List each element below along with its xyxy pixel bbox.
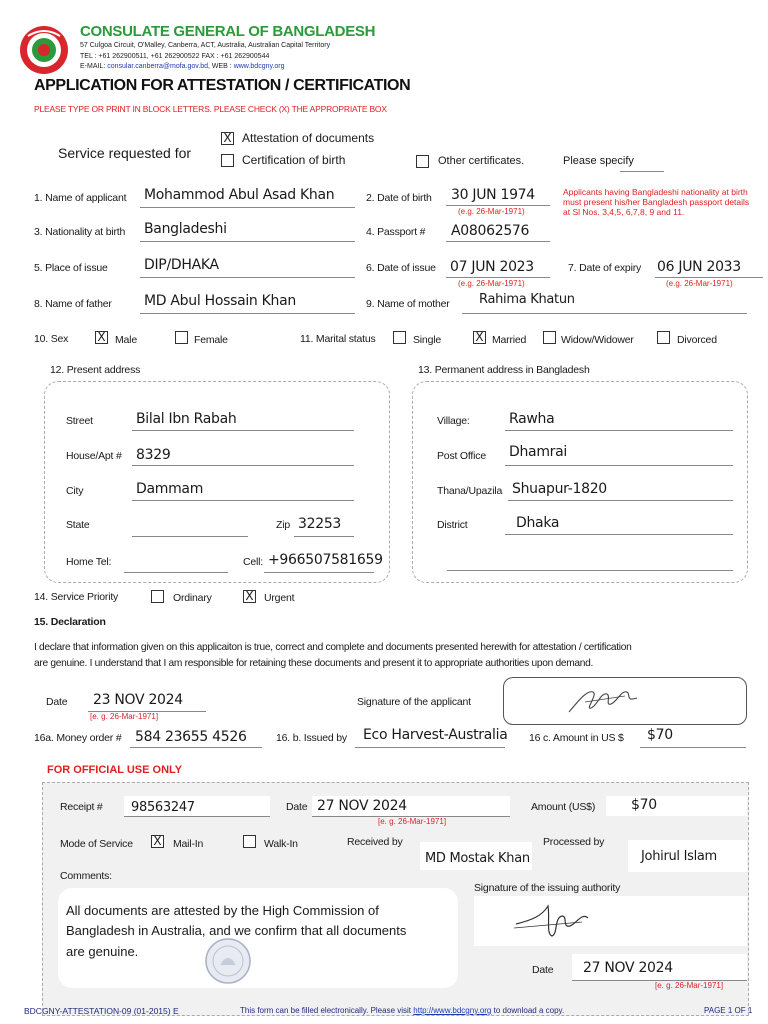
received-by-value[interactable]: MD Mostak Khan (425, 851, 530, 866)
walk-in-label: Walk-In (264, 838, 298, 850)
consulate-name: CONSULATE GENERAL OF BANGLADESH (80, 23, 376, 40)
passport-label: 4. Passport # (366, 226, 426, 238)
home-tel-label: Home Tel: (66, 556, 112, 568)
footer-link[interactable]: http://www.bdcgny.org (413, 1006, 492, 1015)
web-link[interactable]: www.bdcgny.org (233, 63, 285, 70)
footer-note-suffix: to download a copy. (491, 1006, 565, 1015)
mother-value[interactable]: Rahima Khatun (479, 292, 575, 307)
official-use-heading: FOR OFFICIAL USE ONLY (47, 764, 183, 776)
amount-usd-value[interactable]: $70 (647, 727, 673, 743)
applicant-signature-image (565, 682, 645, 718)
money-order-label: 16a. Money order # (34, 732, 122, 744)
dob-value[interactable]: 30 JUN 1974 (451, 187, 535, 203)
father-value[interactable]: MD Abul Hossain Khan (144, 293, 296, 309)
official-date-hint: [e. g. 26-Mar-1971] (378, 817, 447, 826)
ordinary-checkbox[interactable] (151, 590, 164, 603)
certification-label: Certification of birth (242, 153, 346, 167)
widow-label: Widow/Widower (561, 334, 634, 346)
email-prefix: E-MAIL: (80, 63, 106, 70)
mother-label: 9. Name of mother (366, 298, 450, 310)
widow-checkbox[interactable] (543, 331, 556, 344)
doi-value[interactable]: 07 JUN 2023 (450, 259, 534, 275)
doe-label: 7. Date of expiry (568, 262, 642, 274)
mail-in-checkbox[interactable]: X (151, 835, 164, 848)
mail-in-label: Mail-In (173, 838, 204, 850)
permanent-address-label: 13. Permanent address in Bangladesh (418, 364, 590, 376)
footer-note (240, 1006, 564, 1015)
specify-line (620, 171, 664, 172)
cell-value[interactable]: +966507581659 (268, 552, 383, 568)
issuing-signature-image (512, 898, 592, 942)
post-office-label: Post Office (437, 450, 486, 462)
doe-hint: (e.g. 26-Mar-1971) (666, 279, 733, 288)
attestation-checkbox[interactable]: X (221, 132, 234, 145)
father-label: 8. Name of father (34, 298, 112, 310)
comments-label: Comments: (60, 870, 112, 882)
footer-note-prefix: This form can be filled electronically. Please visit (240, 1006, 414, 1015)
passport-note: Applicants having Bangladeshi nationality at birth must present his/her Bangladesh passport details at Sl Nos. 3,4,5, 6,7,8, 9 and 11. (563, 187, 750, 217)
post-office-value[interactable]: Dhamrai (509, 444, 567, 460)
village-label: Village: (437, 415, 470, 427)
house-label: House/Apt # (66, 450, 122, 462)
name-label: 1. Name of applicant (34, 192, 127, 204)
attestation-label: Attestation of documents (242, 131, 375, 145)
city-label: City (66, 485, 84, 497)
passport-value[interactable]: A08062576 (451, 223, 530, 239)
official-date2-label: Date (532, 964, 554, 976)
official-date2-hint: [e. g. 26-Mar-1971] (655, 981, 724, 990)
sex-label: 10. Sex (34, 333, 69, 345)
issued-by-label: 16. b. Issued by (276, 732, 347, 744)
house-value[interactable]: 8329 (136, 447, 171, 463)
zip-value[interactable]: 32253 (298, 516, 342, 532)
form-title: APPLICATION FOR ATTESTATION / CERTIFICATION (34, 77, 411, 94)
service-label: Service requested for (58, 145, 192, 161)
state-field[interactable] (132, 536, 248, 537)
urgent-checkbox[interactable]: X (243, 590, 256, 603)
applicant-signature-label: Signature of the applicant (357, 696, 471, 708)
male-checkbox[interactable]: X (95, 331, 108, 344)
village-value[interactable]: Rawha (509, 411, 555, 427)
home-tel-field[interactable] (124, 572, 228, 573)
state-label: State (66, 519, 90, 531)
declaration-line-2: are genuine. I understand that I am responsible for retaining these documents and present it to appropriate authorities upon demand. (34, 658, 594, 669)
receipt-value[interactable]: 98563247 (131, 800, 195, 815)
marital-label: 11. Marital status (300, 333, 376, 345)
other-checkbox[interactable] (416, 155, 429, 168)
female-label: Female (194, 334, 228, 346)
page-number: PAGE 1 OF 1 (704, 1006, 753, 1015)
declaration-date-label: Date (46, 696, 68, 708)
doi-hint: (e.g. 26-Mar-1971) (458, 279, 525, 288)
female-checkbox[interactable] (175, 331, 188, 344)
married-checkbox[interactable]: X (473, 331, 486, 344)
ordinary-label: Ordinary (173, 592, 212, 604)
official-amount-label: Amount (US$) (531, 801, 596, 813)
amount-usd-label: 16 c. Amount in US $ (529, 732, 624, 744)
street-label: Street (66, 415, 93, 427)
issued-by-value[interactable]: Eco Harvest-Australia (363, 727, 508, 743)
divorced-label: Divorced (677, 334, 717, 346)
urgent-label: Urgent (264, 592, 295, 604)
mode-of-service-label: Mode of Service (60, 838, 133, 850)
form-instructions: PLEASE TYPE OR PRINT IN BLOCK LETTERS. PLEASE CHECK (X) THE APPROPRIATE BOX (34, 104, 387, 114)
received-by-label: Received by (347, 836, 403, 848)
declaration-date-hint: [e. g. 26-Mar-1971] (90, 712, 159, 721)
consulate-contact (80, 63, 285, 70)
name-value[interactable]: Mohammod Abul Asad Khan (144, 187, 335, 203)
doe-value[interactable]: 06 JUN 2033 (657, 259, 741, 275)
comment-line-3: are genuine. (66, 944, 139, 959)
money-order-value[interactable]: 584 23655 4526 (135, 729, 247, 745)
thana-value[interactable]: Shuapur-1820 (512, 481, 607, 497)
issuing-signature-label: Signature of the issuing authority (474, 882, 621, 894)
emblem-logo (18, 24, 70, 76)
official-date-label: Date (286, 801, 308, 813)
priority-label: 14. Service Priority (34, 591, 119, 603)
city-value[interactable]: Dammam (136, 481, 204, 497)
single-checkbox[interactable] (393, 331, 406, 344)
official-date-value[interactable]: 27 NOV 2024 (317, 798, 407, 814)
divorced-checkbox[interactable] (657, 331, 670, 344)
place-value[interactable]: DIP/DHAKA (144, 257, 219, 273)
dob-hint: (e.g. 26-Mar-1971) (458, 207, 525, 216)
processed-by-value[interactable]: Johirul Islam (641, 849, 717, 864)
nationality-value[interactable]: Bangladeshi (144, 221, 227, 237)
present-address-label: 12. Present address (50, 364, 141, 376)
certification-checkbox[interactable] (221, 154, 234, 167)
doi-label: 6. Date of issue (366, 262, 436, 274)
declaration-date[interactable]: 23 NOV 2024 (93, 692, 183, 708)
official-seal-icon (204, 937, 252, 985)
cell-label: Cell: (243, 556, 264, 568)
male-label: Male (115, 334, 137, 346)
thana-label: Thana/Upazila (437, 485, 503, 497)
declaration-line-1: I declare that information given on this applicaiton is true, correct and complete and documents presented herewith for attestation / certification (34, 642, 632, 653)
official-amount-value[interactable]: $70 (631, 797, 657, 813)
consulate-phone: TEL : +61 262900511, +61 262900522 FAX : +61 262900544 (80, 53, 270, 60)
single-label: Single (413, 334, 441, 346)
web-prefix: , WEB : (208, 63, 234, 70)
email-link[interactable]: consular.canberra@mofa.gov.bd (107, 63, 209, 70)
district-label: District (437, 519, 468, 531)
street-value[interactable]: Bilal Ibn Rabah (136, 411, 237, 427)
form-code: BDCGNY-ATTESTATION-09 (01-2015) E (24, 1006, 179, 1016)
declaration-label: 15. Declaration (34, 616, 106, 628)
walk-in-checkbox[interactable] (243, 835, 256, 848)
district-value[interactable]: Dhaka (516, 515, 560, 531)
comment-line-2: Bangladesh in Australia, and we confirm that all documents (66, 923, 407, 938)
place-label: 5. Place of issue (34, 262, 108, 274)
specify-label: Please specify (563, 155, 634, 167)
processed-by-label: Processed by (543, 836, 605, 848)
receipt-label: Receipt # (60, 801, 103, 813)
married-label: Married (492, 334, 527, 346)
dob-label: 2. Date of birth (366, 192, 432, 204)
zip-label: Zip (276, 519, 290, 531)
official-amount-bg (606, 796, 747, 816)
consulate-address: 57 Culgoa Circuit, O'Malley, Canberra, ACT, Australia, Australian Capital Territory (80, 42, 331, 49)
official-date2-value[interactable]: 27 NOV 2024 (583, 960, 673, 976)
comment-line-1: All documents are attested by the High Commission of (66, 903, 379, 918)
nationality-label: 3. Nationality at birth (34, 226, 126, 238)
other-label: Other certificates. (438, 155, 525, 167)
